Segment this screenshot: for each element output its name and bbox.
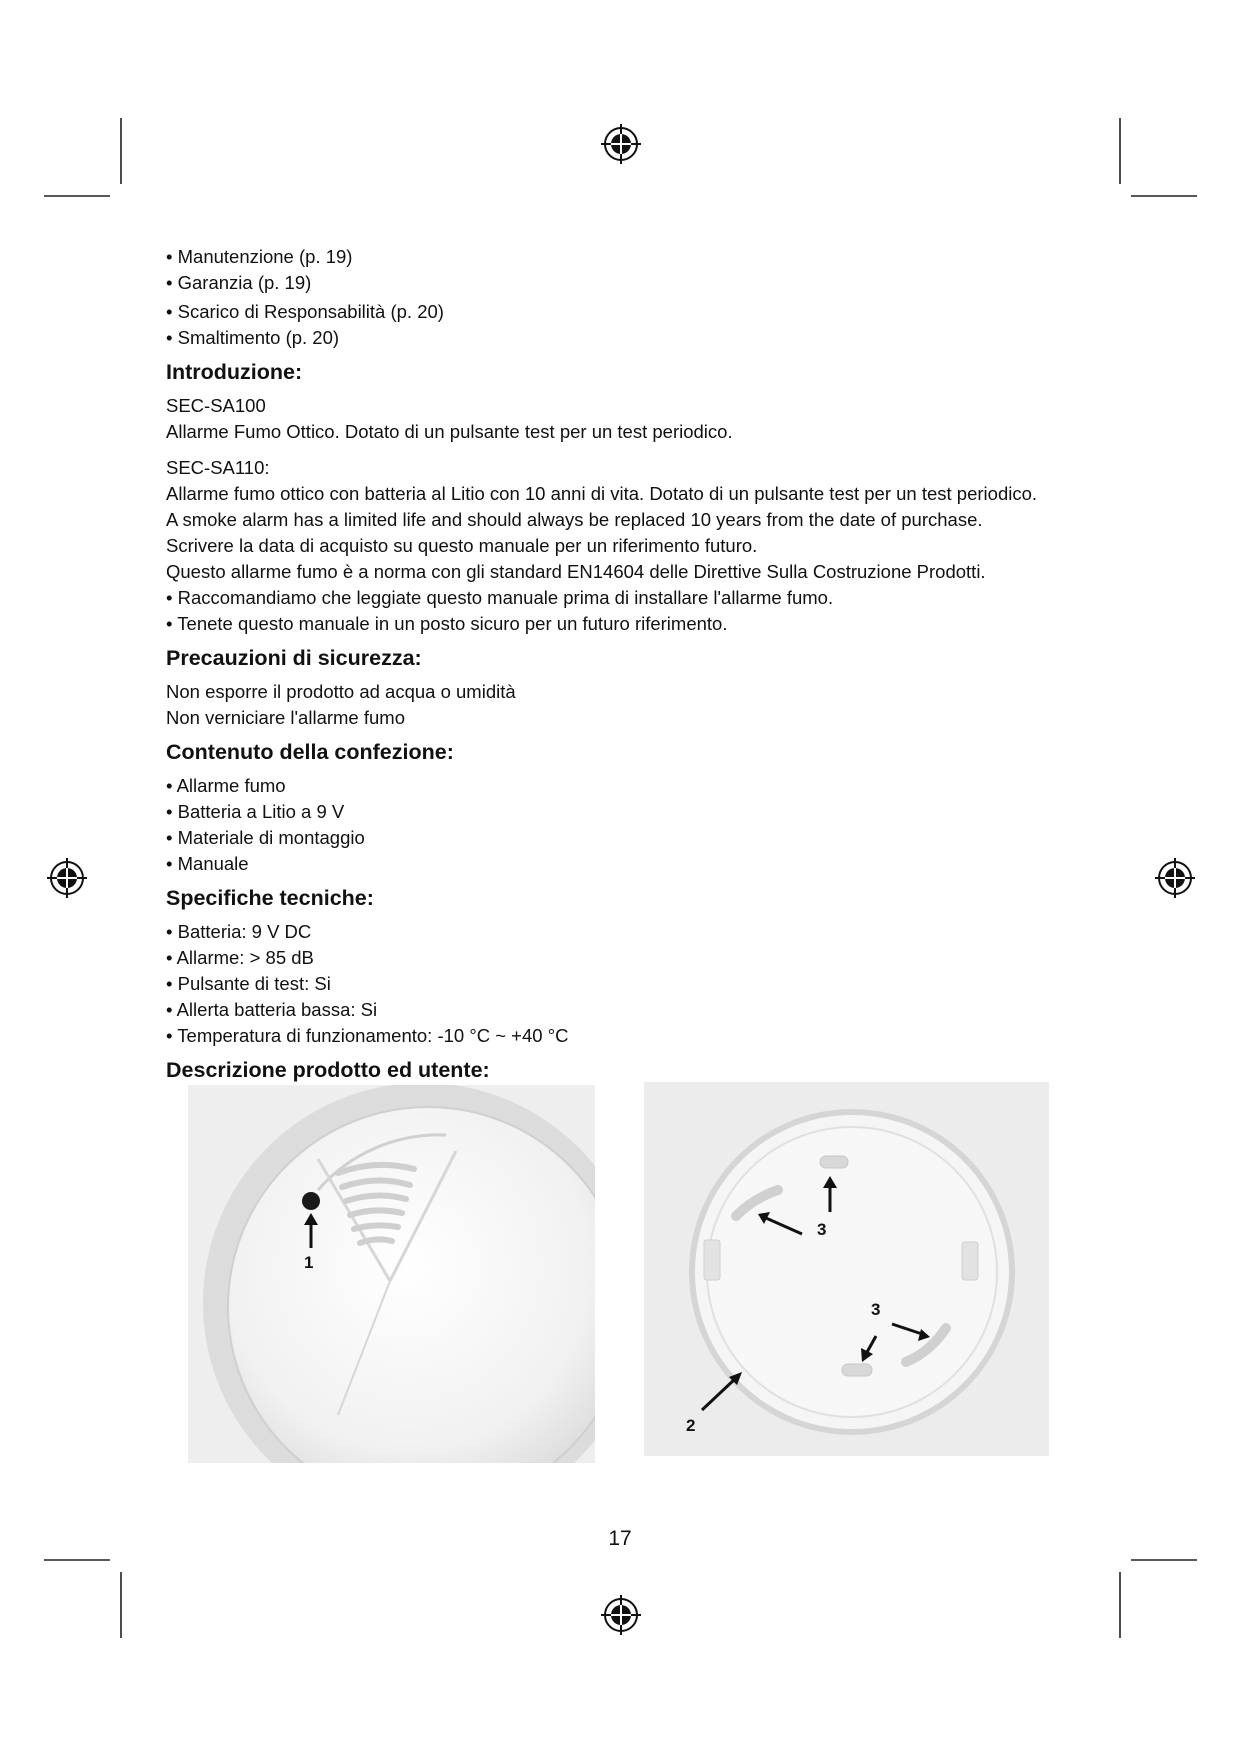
safety-line: Non verniciare l'allarme fumo xyxy=(166,707,405,728)
registration-mark-bottom xyxy=(601,1595,641,1635)
safety-heading: Precauzioni di sicurezza: xyxy=(166,646,422,670)
model2-line: Allarme fumo ottico con batteria al Litio con 10 anni di vita. Dotato di un pulsante test per un test periodico. xyxy=(166,483,1038,504)
safety-line: Non esporre il prodotto ad acqua o umidità xyxy=(166,681,516,702)
model2-line: A smoke alarm has a limited life and should always be replaced 10 years from the date of purchase. xyxy=(166,509,983,530)
smoke-alarm-front-illustration xyxy=(188,1085,595,1463)
toc-item: • Manutenzione (p. 19) xyxy=(166,246,353,267)
model1-name: SEC-SA100 xyxy=(166,395,266,416)
spec-item: • Allarme: > 85 dB xyxy=(166,947,314,968)
model1-description: Allarme Fumo Ottico. Dotato di un pulsante test per un test periodico. xyxy=(166,421,733,442)
spec-item: • Allerta batteria bassa: Si xyxy=(166,999,378,1020)
model2-line: Scrivere la data di acquisto su questo manuale per un riferimento futuro. xyxy=(166,535,758,556)
description-heading: Descrizione prodotto ed utente: xyxy=(166,1058,490,1082)
toc-item: • Scarico di Responsabilità (p. 20) xyxy=(166,301,444,322)
smoke-alarm-front-photo xyxy=(188,1085,595,1463)
package-item: • Batteria a Litio a 9 V xyxy=(166,801,345,822)
mounting-base-photo xyxy=(644,1082,1049,1456)
spec-item: • Temperatura di funzionamento: -10 °C ~ +40 °C xyxy=(166,1025,569,1046)
registration-mark-top xyxy=(601,124,641,164)
callout-label-3-top: 3 xyxy=(817,1220,827,1239)
specs-heading: Specifiche tecniche: xyxy=(166,886,374,910)
intro-bullet: • Tenete questo manuale in un posto sicuro per un futuro riferimento. xyxy=(166,613,728,634)
toc-item: • Garanzia (p. 19) xyxy=(166,272,312,293)
mounting-base-illustration xyxy=(644,1082,1049,1456)
registration-mark-right xyxy=(1155,858,1195,898)
package-item: • Manuale xyxy=(166,853,249,874)
registration-mark-left xyxy=(47,858,87,898)
package-item: • Materiale di montaggio xyxy=(166,827,365,848)
package-item: • Allarme fumo xyxy=(166,775,286,796)
callout-label-3-bottom: 3 xyxy=(871,1300,881,1319)
model2-line: Questo allarme fumo è a norma con gli standard EN14604 delle Direttive Sulla Costruzione Prodotti. xyxy=(166,561,986,582)
introduction-heading: Introduzione: xyxy=(166,360,303,384)
callout-label-1: 1 xyxy=(304,1253,314,1272)
toc-item: • Smaltimento (p. 20) xyxy=(166,327,340,348)
toc-list xyxy=(166,244,1106,351)
page-content xyxy=(166,244,1106,1085)
spec-item: • Pulsante di test: Si xyxy=(166,973,331,994)
package-heading: Contenuto della confezione: xyxy=(166,740,454,764)
callout-label-2: 2 xyxy=(686,1416,696,1435)
test-button-dot xyxy=(302,1192,320,1210)
spec-item: • Batteria: 9 V DC xyxy=(166,921,312,942)
model2-name: SEC-SA110: xyxy=(166,457,270,478)
page-number: 17 xyxy=(608,1527,632,1550)
intro-bullet: • Raccomandiamo che leggiate questo manuale prima di installare l'allarme fumo. xyxy=(166,587,834,608)
